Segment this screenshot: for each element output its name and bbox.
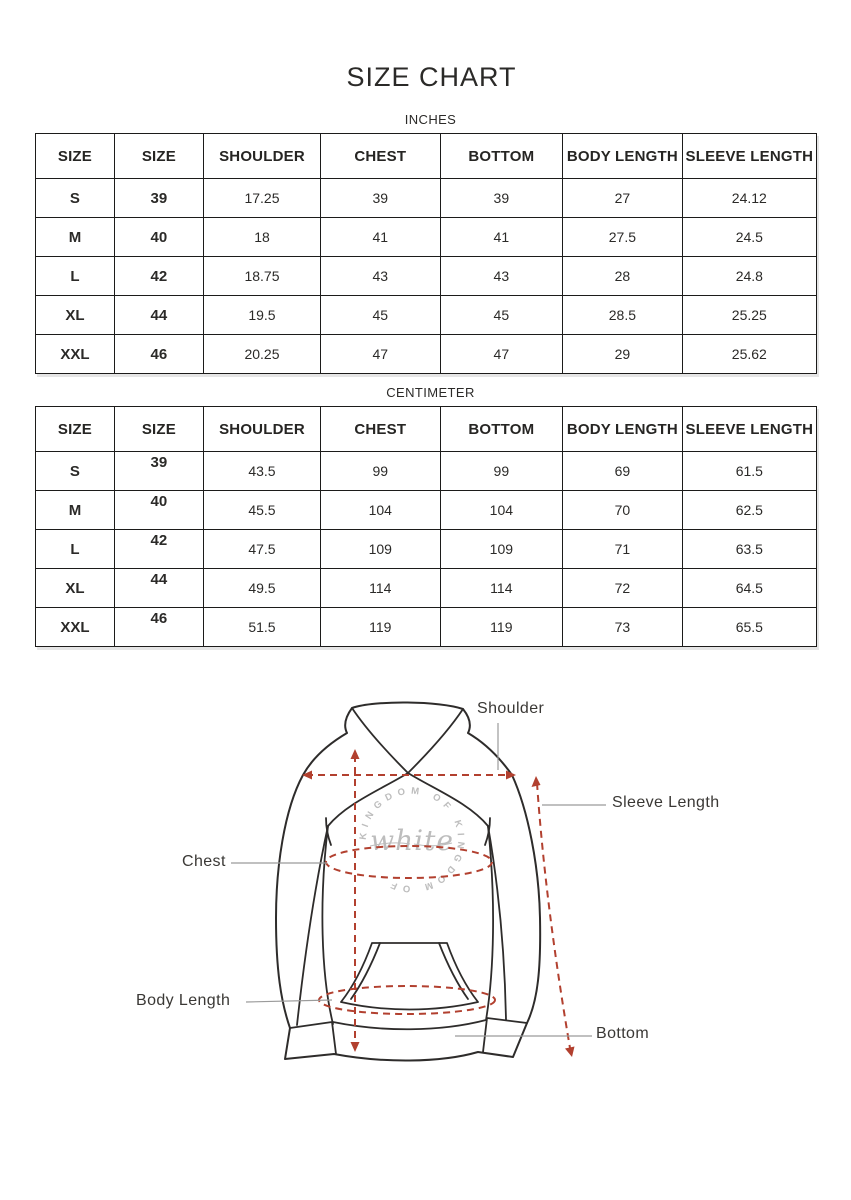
value-cell: 109 xyxy=(321,530,440,569)
watermark-script-text: white xyxy=(370,824,454,857)
value-cell: 39 xyxy=(114,179,203,218)
value-cell: 27 xyxy=(563,179,682,218)
arrowhead-sleeve-top xyxy=(532,776,541,787)
value-cell: 104 xyxy=(321,491,440,530)
value-cell: 45 xyxy=(321,296,440,335)
measurement-diagram xyxy=(0,670,851,1200)
value-cell: 72 xyxy=(563,569,682,608)
size-table-inches xyxy=(35,133,817,374)
value-cell: 69 xyxy=(563,452,682,491)
column-header: CHEST xyxy=(321,407,440,452)
size-label-cell: XL xyxy=(36,296,115,335)
value-cell: 70 xyxy=(563,491,682,530)
value-cell: 24.5 xyxy=(682,218,816,257)
inches-table-caption: INCHES xyxy=(404,112,457,127)
header-row xyxy=(36,407,817,452)
value-cell: 25.62 xyxy=(682,335,816,374)
table-row xyxy=(36,608,817,647)
value-cell: 47 xyxy=(440,335,563,374)
value-cell: 99 xyxy=(440,452,563,491)
value-cell: 42 xyxy=(114,530,203,569)
value-cell: 39 xyxy=(321,179,440,218)
value-cell: 104 xyxy=(440,491,563,530)
value-cell: 18 xyxy=(203,218,320,257)
label-chest: Chest xyxy=(182,853,226,870)
value-cell: 119 xyxy=(321,608,440,647)
value-cell: 64.5 xyxy=(682,569,816,608)
value-cell: 43 xyxy=(440,257,563,296)
value-cell: 40 xyxy=(114,491,203,530)
value-cell: 39 xyxy=(114,452,203,491)
column-header: SIZE xyxy=(114,134,203,179)
value-cell: 44 xyxy=(114,569,203,608)
value-cell: 20.25 xyxy=(203,335,320,374)
table-row xyxy=(36,257,817,296)
size-label-cell: M xyxy=(36,491,115,530)
hoodie-diagram-svg xyxy=(0,670,851,1200)
value-cell: 51.5 xyxy=(203,608,320,647)
value-cell: 61.5 xyxy=(682,452,816,491)
value-cell: 47.5 xyxy=(203,530,320,569)
size-label-cell: M xyxy=(36,218,115,257)
value-cell: 41 xyxy=(440,218,563,257)
value-cell: 39 xyxy=(440,179,563,218)
label-sleeve-length: Sleeve Length xyxy=(612,794,720,811)
value-cell: 46 xyxy=(114,335,203,374)
value-cell: 28.5 xyxy=(563,296,682,335)
column-header: BODY LENGTH xyxy=(563,407,682,452)
value-cell: 40 xyxy=(114,218,203,257)
size-label-cell: S xyxy=(36,452,115,491)
hoodie-silhouette xyxy=(276,702,540,1060)
value-cell: 42 xyxy=(114,257,203,296)
value-cell: 19.5 xyxy=(203,296,320,335)
size-label-cell: XL xyxy=(36,569,115,608)
value-cell: 44 xyxy=(114,296,203,335)
arrowhead-sleeve-bottom xyxy=(565,1047,575,1058)
size-label-cell: L xyxy=(36,257,115,296)
value-cell: 43.5 xyxy=(203,452,320,491)
column-header: SIZE xyxy=(36,134,115,179)
table-row xyxy=(36,335,817,374)
value-cell: 73 xyxy=(563,608,682,647)
value-cell: 17.25 xyxy=(203,179,320,218)
value-cell: 24.12 xyxy=(682,179,816,218)
column-header: BOTTOM xyxy=(440,407,563,452)
page-title: SIZE CHART xyxy=(346,62,517,92)
value-cell: 24.8 xyxy=(682,257,816,296)
value-cell: 27.5 xyxy=(563,218,682,257)
value-cell: 119 xyxy=(440,608,563,647)
value-cell: 28 xyxy=(563,257,682,296)
table-row xyxy=(36,530,817,569)
value-cell: 29 xyxy=(563,335,682,374)
column-header: SIZE xyxy=(114,407,203,452)
value-cell: 25.25 xyxy=(682,296,816,335)
value-cell: 65.5 xyxy=(682,608,816,647)
value-cell: 71 xyxy=(563,530,682,569)
value-cell: 41 xyxy=(321,218,440,257)
column-header: SHOULDER xyxy=(203,407,320,452)
column-header: SLEEVE LENGTH xyxy=(682,407,816,452)
table-row xyxy=(36,296,817,335)
size-label-cell: XXL xyxy=(36,335,115,374)
value-cell: 18.75 xyxy=(203,257,320,296)
table-row xyxy=(36,452,817,491)
value-cell: 45 xyxy=(440,296,563,335)
table-row xyxy=(36,569,817,608)
table-row xyxy=(36,218,817,257)
column-header: SLEEVE LENGTH xyxy=(682,134,816,179)
watermark-circle-text: KINGDOM OF KINGDOM OF xyxy=(357,785,467,895)
label-body-length: Body Length xyxy=(136,992,231,1009)
column-header: SIZE xyxy=(36,407,115,452)
size-table-centimeter xyxy=(35,406,817,647)
value-cell: 109 xyxy=(440,530,563,569)
value-cell: 62.5 xyxy=(682,491,816,530)
column-header: BODY LENGTH xyxy=(563,134,682,179)
size-label-cell: L xyxy=(36,530,115,569)
value-cell: 46 xyxy=(114,608,203,647)
column-header: CHEST xyxy=(321,134,440,179)
value-cell: 114 xyxy=(321,569,440,608)
value-cell: 99 xyxy=(321,452,440,491)
table-row xyxy=(36,491,817,530)
sleeve-length-measure-line xyxy=(537,783,570,1048)
value-cell: 63.5 xyxy=(682,530,816,569)
column-header: SHOULDER xyxy=(203,134,320,179)
size-label-cell: XXL xyxy=(36,608,115,647)
column-header: BOTTOM xyxy=(440,134,563,179)
value-cell: 47 xyxy=(321,335,440,374)
table-row xyxy=(36,179,817,218)
centimeter-table-caption: CENTIMETER xyxy=(386,385,475,400)
size-label-cell: S xyxy=(36,179,115,218)
value-cell: 45.5 xyxy=(203,491,320,530)
header-row xyxy=(36,134,817,179)
label-shoulder: Shoulder xyxy=(477,700,545,717)
value-cell: 114 xyxy=(440,569,563,608)
value-cell: 43 xyxy=(321,257,440,296)
value-cell: 49.5 xyxy=(203,569,320,608)
label-bottom: Bottom xyxy=(596,1025,650,1042)
